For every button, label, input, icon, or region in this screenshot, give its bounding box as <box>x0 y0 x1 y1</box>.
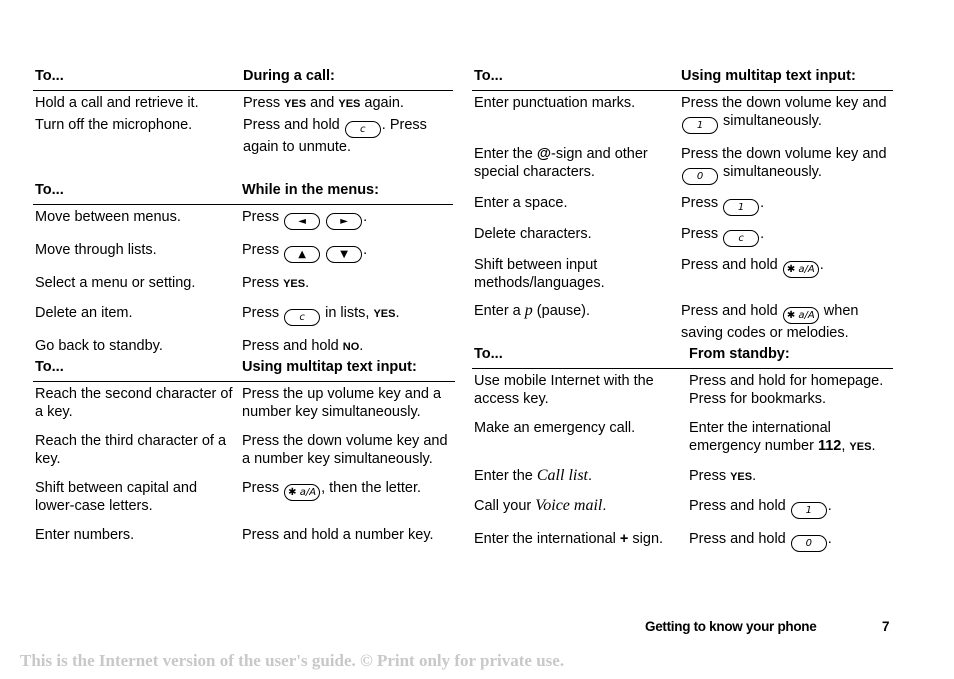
star-key-icon: ✱ a/A <box>783 261 819 278</box>
header-to: To... <box>472 346 687 369</box>
yes-key-label: YES <box>284 98 307 110</box>
table-row: Move between menus. Press ◄ ► . <box>33 205 453 239</box>
standby-table <box>472 346 893 552</box>
star-key-icon: ✱ a/A <box>284 484 320 501</box>
table-row: Go back to standby. Press and hold NO. <box>35 338 364 354</box>
yes-key-label: YES <box>283 278 306 290</box>
table-row: Enter the international + sign. Press and hold 0 . <box>472 527 893 552</box>
during-call-table <box>33 68 453 156</box>
clear-key-icon: c <box>284 309 320 326</box>
yes-key-label: YES <box>730 471 753 483</box>
table-row: Enter a space. Press 1 . <box>472 185 893 216</box>
yes-key-label: YES <box>373 308 396 320</box>
table-row: Call your Voice mail. Press and hold 1 . <box>472 494 893 527</box>
header-to: To... <box>33 182 240 205</box>
table-row: Use mobile Internet with the access key. Press and hold for homepage. Press for bookmarks. <box>474 373 884 407</box>
header-standby: From standby: <box>687 346 893 369</box>
one-key-icon: 1 <box>723 199 759 216</box>
header-to: To... <box>33 359 240 382</box>
up-key-icon: ▲ <box>284 246 320 263</box>
right-key-icon: ► <box>326 213 362 230</box>
table-row: Delete characters. Press c . <box>472 216 893 247</box>
header-during-call: During a call: <box>241 68 453 91</box>
page-number: 7 <box>882 619 890 634</box>
clear-key-icon: c <box>723 230 759 247</box>
down-key-icon: ▼ <box>326 246 362 263</box>
multitap-table-right <box>472 68 893 342</box>
yes-key-label: YES <box>849 441 872 453</box>
zero-key-icon: 0 <box>791 535 827 552</box>
header-multitap: Using multitap text input: <box>679 68 893 91</box>
table-row: Select a menu or setting. Press YES. <box>35 275 310 291</box>
table-row: Shift between capital and lower-case letters. Press ✱ a/A , then the letter. <box>35 480 422 514</box>
header-to: To... <box>33 68 241 91</box>
table-row: Shift between input methods/languages. Press and hold ✱ a/A . <box>474 257 824 291</box>
table-row: Move through lists. Press ▲ ▼ . <box>33 238 453 271</box>
table-row: Turn off the microphone. Press and hold c . Press again to unmute. <box>35 117 427 155</box>
star-key-icon: ✱ a/A <box>783 307 819 324</box>
table-row: Enter numbers. Press and hold a number key. <box>35 527 434 543</box>
table-row: Make an emergency call. Enter the international emergency number 112, YES. <box>474 420 876 454</box>
table-row: Enter a p (pause). Press and hold ✱ a/A when saving codes or melodies. <box>474 302 859 341</box>
one-key-icon: 1 <box>791 502 827 519</box>
table-row: Reach the third character of a key. Press the down volume key and a number key simultaneously. <box>35 433 448 467</box>
yes-key-label: YES <box>338 98 361 110</box>
header-to: To... <box>472 68 679 91</box>
internet-version-notice: This is the Internet version of the user's guide. © Print only for private use. <box>20 651 565 670</box>
table-row: Delete an item. Press c in lists, YES. <box>33 301 453 334</box>
table-row: Enter the Call list. Press YES. <box>474 467 757 484</box>
no-key-label: NO <box>342 341 360 353</box>
zero-key-icon: 0 <box>682 168 718 185</box>
multitap-table-left <box>33 359 455 544</box>
table-row: Enter the @-sign and other special characters. Press the down volume key and 0 simultaneously. <box>472 142 893 185</box>
table-row: Reach the second character of a key. Press the up volume key and a number key simultaneously. <box>35 386 442 420</box>
table-row: Hold a call and retrieve it. Press YES and YES again. <box>35 95 404 111</box>
menus-table <box>33 182 453 356</box>
footer-title: Getting to know your phone <box>645 619 817 634</box>
table-row: Enter punctuation marks. Press the down volume key and 1 simultaneously. <box>472 91 893 143</box>
header-menus: While in the menus: <box>240 182 453 205</box>
clear-key-icon: c <box>345 121 381 138</box>
header-multitap: Using multitap text input: <box>240 359 455 382</box>
one-key-icon: 1 <box>682 117 718 134</box>
left-key-icon: ◄ <box>284 213 320 230</box>
